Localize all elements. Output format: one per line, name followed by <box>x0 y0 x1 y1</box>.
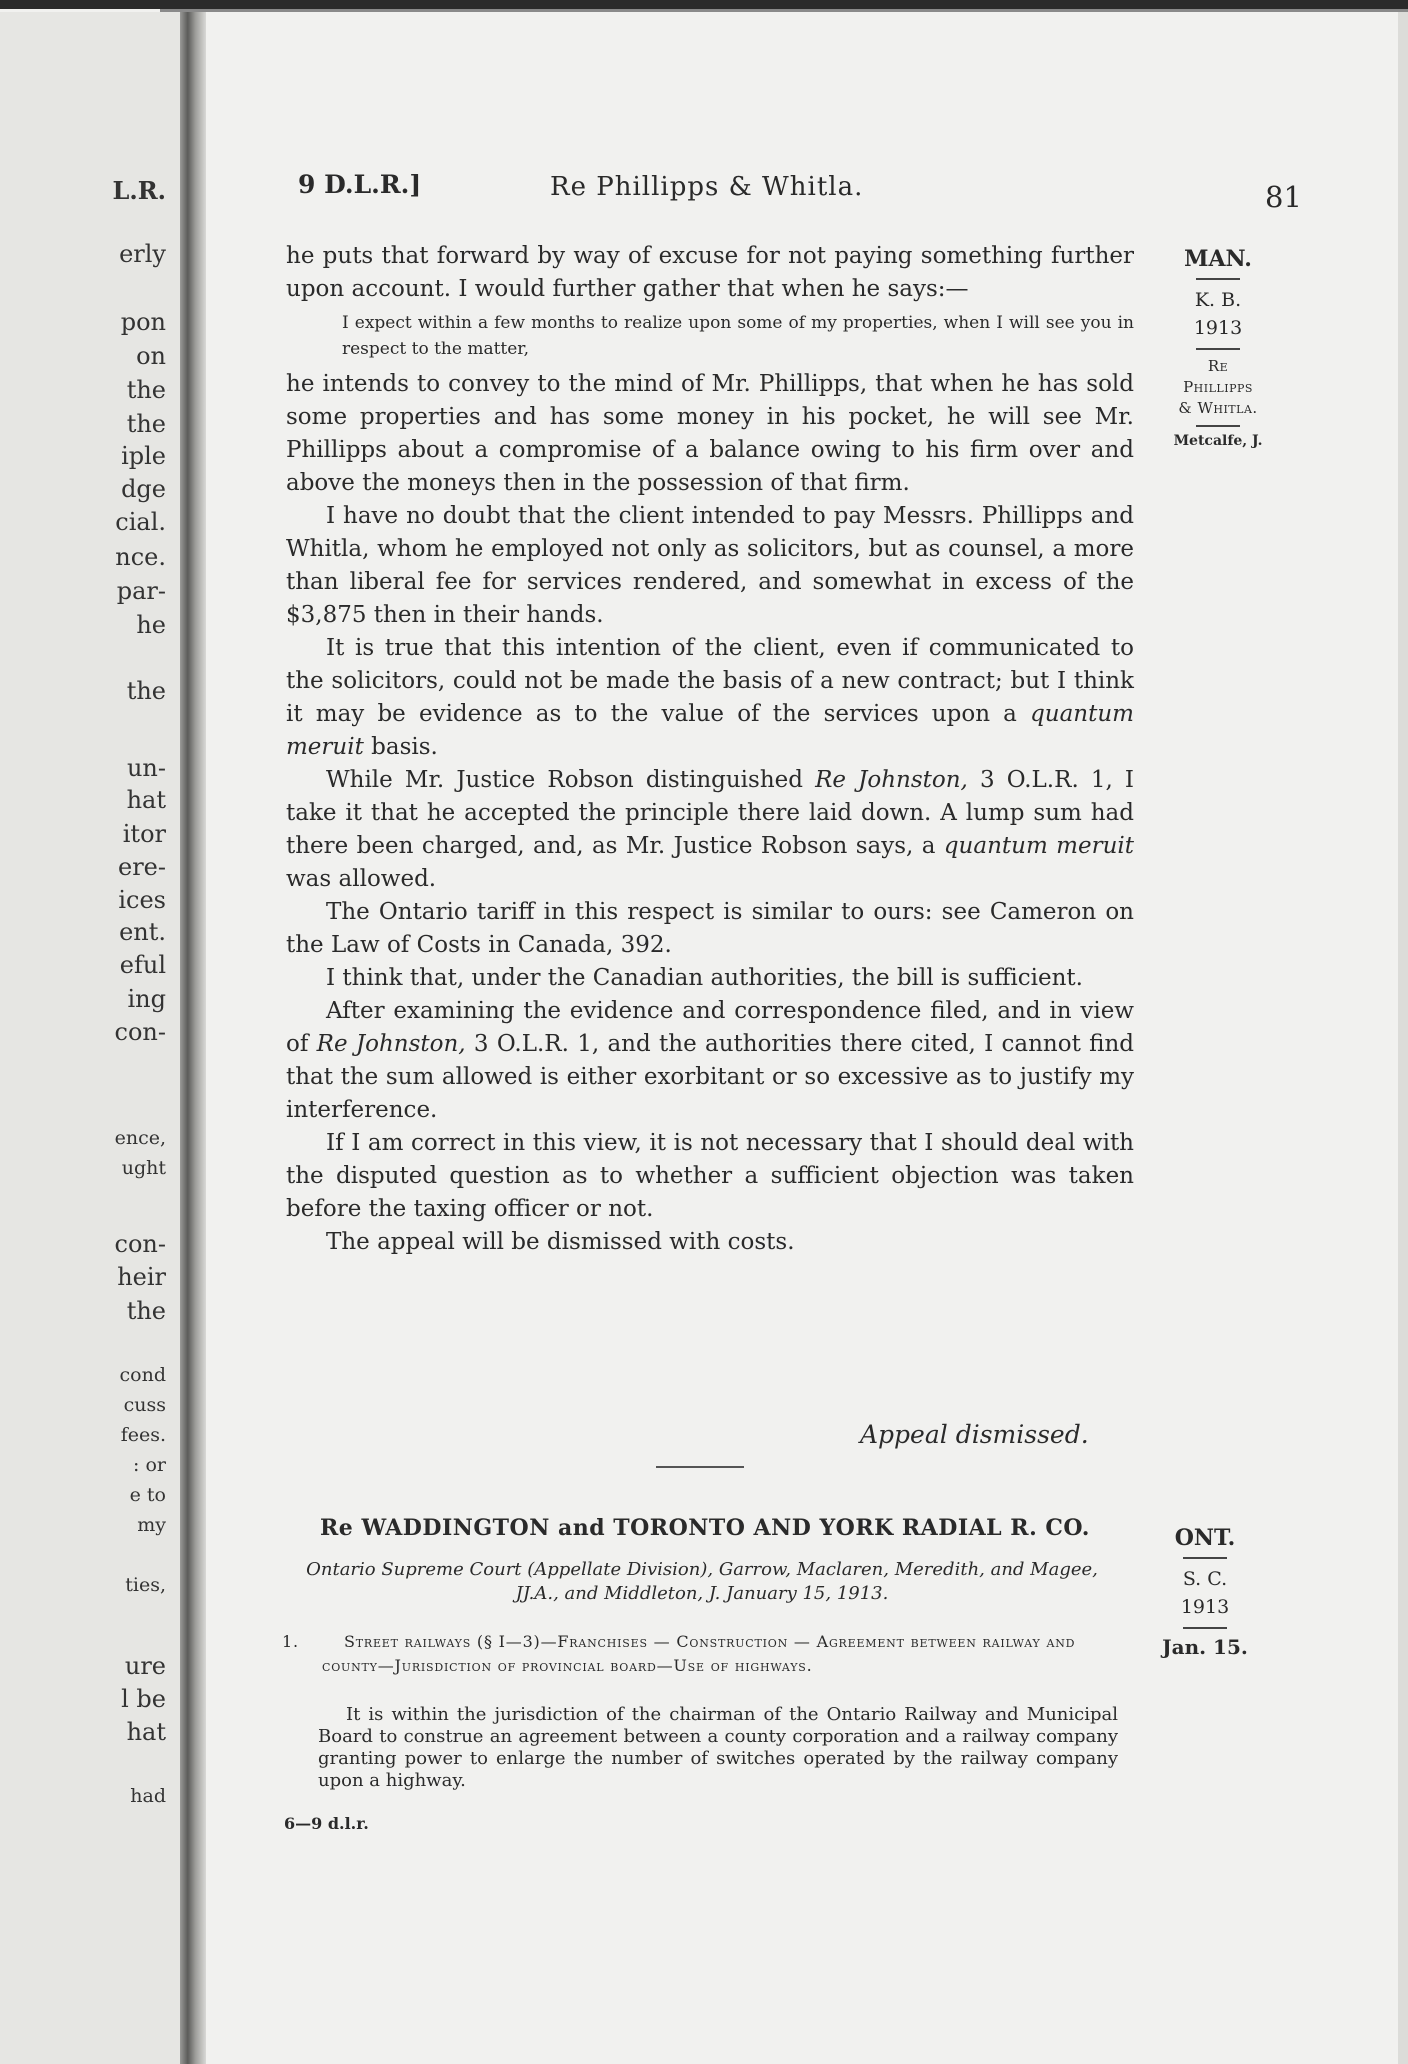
margin-rule <box>1183 1557 1227 1559</box>
facing-page-text: eful <box>119 951 166 979</box>
facing-page-text: hat <box>126 1718 166 1746</box>
court-and-judges: Ontario Supreme Court (Appellate Division), Garrow, Maclaren, Meredith, and Magee, JJ.A., and Middleton, J. January 15, 1913. <box>306 1559 1098 1604</box>
facing-page-text: ught <box>121 1157 166 1179</box>
facing-page-text: cial. <box>115 508 166 536</box>
facing-page-text: he <box>136 611 166 639</box>
facing-page-text: on <box>136 342 166 370</box>
facing-page-text: cuss <box>123 1394 166 1416</box>
disposition: Appeal dismissed. <box>860 1420 1089 1449</box>
italic-term: quantum meruit <box>943 833 1134 859</box>
margin-note-bottom <box>1160 1525 1250 1659</box>
margin-case-line: Re <box>1207 357 1229 375</box>
facing-page-text: pon <box>120 308 166 336</box>
paragraph <box>286 632 1134 764</box>
facing-page-text: cond <box>119 1364 166 1386</box>
volume-reference: 9 D.L.R.] <box>298 170 422 199</box>
margin-province: MAN. <box>1184 246 1252 272</box>
paragraph: The Ontario tariff in this respect is similar to ours: see Cameron on the Law of Costs in Canada, 392. <box>286 899 1134 958</box>
margin-year: 1913 <box>1193 317 1243 339</box>
margin-rule <box>1196 425 1240 427</box>
facing-page-text: ence, <box>114 1127 166 1149</box>
text-run: 3 O.L.R. 1, I take it that he accepted the principle there laid down. A lump sum had there been charged, and, as Mr. Justice Robson says, a <box>286 767 1135 859</box>
page-number: 81 <box>1265 180 1302 214</box>
facing-page-text: un- <box>126 754 166 782</box>
facing-page-text: ties, <box>125 1574 166 1596</box>
paragraph: The appeal will be dismissed with costs. <box>326 1229 795 1255</box>
text-run: was allowed. <box>286 866 437 892</box>
paragraph: If I am correct in this view, it is not necessary that I should deal with the disputed question as to whether a sufficient objection was taken before the taxing officer or not. <box>286 1130 1134 1222</box>
facing-page-text: : or <box>133 1454 166 1476</box>
facing-page-text: nce. <box>115 543 166 571</box>
margin-rule <box>1196 278 1240 280</box>
facing-page-text: e to <box>129 1484 166 1506</box>
facing-page-text: the <box>126 677 166 705</box>
facing-page-text: the <box>126 376 166 404</box>
facing-page-fragment <box>0 12 180 2064</box>
facing-page-text: hat <box>126 786 166 814</box>
facing-page-text: con- <box>114 1230 166 1258</box>
facing-page-text: erly <box>119 240 166 268</box>
judgment-body <box>286 240 1134 1259</box>
case-divider <box>656 1466 744 1468</box>
facing-page-text: con- <box>114 1018 166 1046</box>
text-run: 3 O.L.R. 1, and the authorities there cited, I cannot find that the sum allowed is either exorbitant or so excessive as to justify my interference. <box>286 1031 1134 1123</box>
facing-page-text: ent. <box>119 918 166 946</box>
paragraph <box>286 764 1134 896</box>
paragraph: he puts that forward by way of excuse for not paying something further upon account. I would further gather that when he says:— <box>286 243 1134 302</box>
block-quote: I expect within a few months to realize upon some of my properties, when I will see you in respect to the matter, <box>342 313 1134 359</box>
headnote-number: 1. <box>282 1632 299 1651</box>
facing-page-text: the <box>126 1297 166 1325</box>
paragraph: he intends to convey to the mind of Mr. Phillipps, that when he has sold some properties and has some money in his pocket, he will see Mr. Phillipps about a compromise of a balance owing to his firm over and above the moneys then in the possession of that firm. <box>286 371 1134 496</box>
facing-page-text: ure <box>124 1652 166 1680</box>
paragraph: I think that, under the Canadian authorities, the bill is sufficient. <box>326 965 1083 991</box>
margin-court: K. B. <box>1194 289 1242 311</box>
margin-province: ONT. <box>1174 1525 1236 1551</box>
headnote <box>282 1630 1122 1678</box>
paragraph <box>286 995 1134 1127</box>
headnote-holding: It is within the jurisdiction of the chairman of the Ontario Railway and Municipal Board to construe an agreement between a county corporation and a railway company granting power to enlarge the number of switches operated by the railway company upon a highway. <box>318 1704 1118 1791</box>
margin-case-line: & Whitla. <box>1178 399 1258 417</box>
facing-page-text: had <box>130 1785 166 1807</box>
italic-term: quantum meruit <box>286 701 1134 760</box>
facing-page-text: the <box>126 410 166 438</box>
facing-page-text: itor <box>122 820 166 848</box>
case-citation: Re Johnston, <box>815 767 968 793</box>
facing-page-text: L.R. <box>112 176 166 205</box>
margin-note-top <box>1168 246 1268 449</box>
text-run: basis. <box>363 734 438 760</box>
scan-top-edge <box>0 0 1408 9</box>
book-gutter <box>180 12 206 2064</box>
case-title: Re WADDINGTON and TORONTO AND YORK RADIAL R. CO. <box>320 1515 1090 1541</box>
printer-signature: 6—9 d.l.r. <box>284 1814 369 1833</box>
facing-page-text: iple <box>121 442 166 470</box>
running-title: Re Phillipps & Whitla. <box>550 172 864 202</box>
margin-rule <box>1196 348 1240 350</box>
facing-page-text: ices <box>118 886 166 914</box>
facing-page-text: dge <box>121 475 166 503</box>
facing-page-text: my <box>137 1514 166 1536</box>
paragraph: I have no doubt that the client intended to pay Messrs. Phillipps and Whitla, whom he employed not only as solicitors, but as counsel, a more than liberal fee for services rendered, and somewhat in excess of the $3,875 then in their hands. <box>286 503 1134 628</box>
facing-page-text: ing <box>127 985 166 1013</box>
margin-rule <box>1183 1627 1227 1629</box>
case-citation: Re Johnston, <box>316 1031 466 1057</box>
margin-court: S. C. <box>1182 1568 1228 1590</box>
text-run: After examining the evidence and correspondence filed, and in view of <box>286 998 1134 1057</box>
facing-page-text: ere- <box>118 853 166 881</box>
facing-page-text: fees. <box>120 1424 166 1446</box>
margin-case-line: Phillipps <box>1183 378 1253 396</box>
facing-page-text: l be <box>121 1685 166 1713</box>
scan-top-shadow <box>160 9 1408 12</box>
headnote-text: Street railways (§ I—3)—Franchises — Construction — Agreement between railway and county—Jurisdiction of provincial board—Use of highways. <box>322 1632 1076 1675</box>
facing-page-text: par- <box>116 577 166 605</box>
page-right-edge <box>1398 12 1408 2064</box>
margin-judge: Metcalfe, J. <box>1173 433 1263 449</box>
text-run: It is true that this intention of the client, even if communicated to the solicitors, could not be made the basis of a new contract; but I think it may be evidence as to the value of the services upon a <box>286 635 1134 727</box>
margin-date: Jan. 15. <box>1162 1635 1248 1659</box>
margin-year: 1913 <box>1180 1596 1230 1618</box>
facing-page-text: heir <box>117 1263 166 1291</box>
text-run: While Mr. Justice Robson distinguished <box>326 767 816 793</box>
